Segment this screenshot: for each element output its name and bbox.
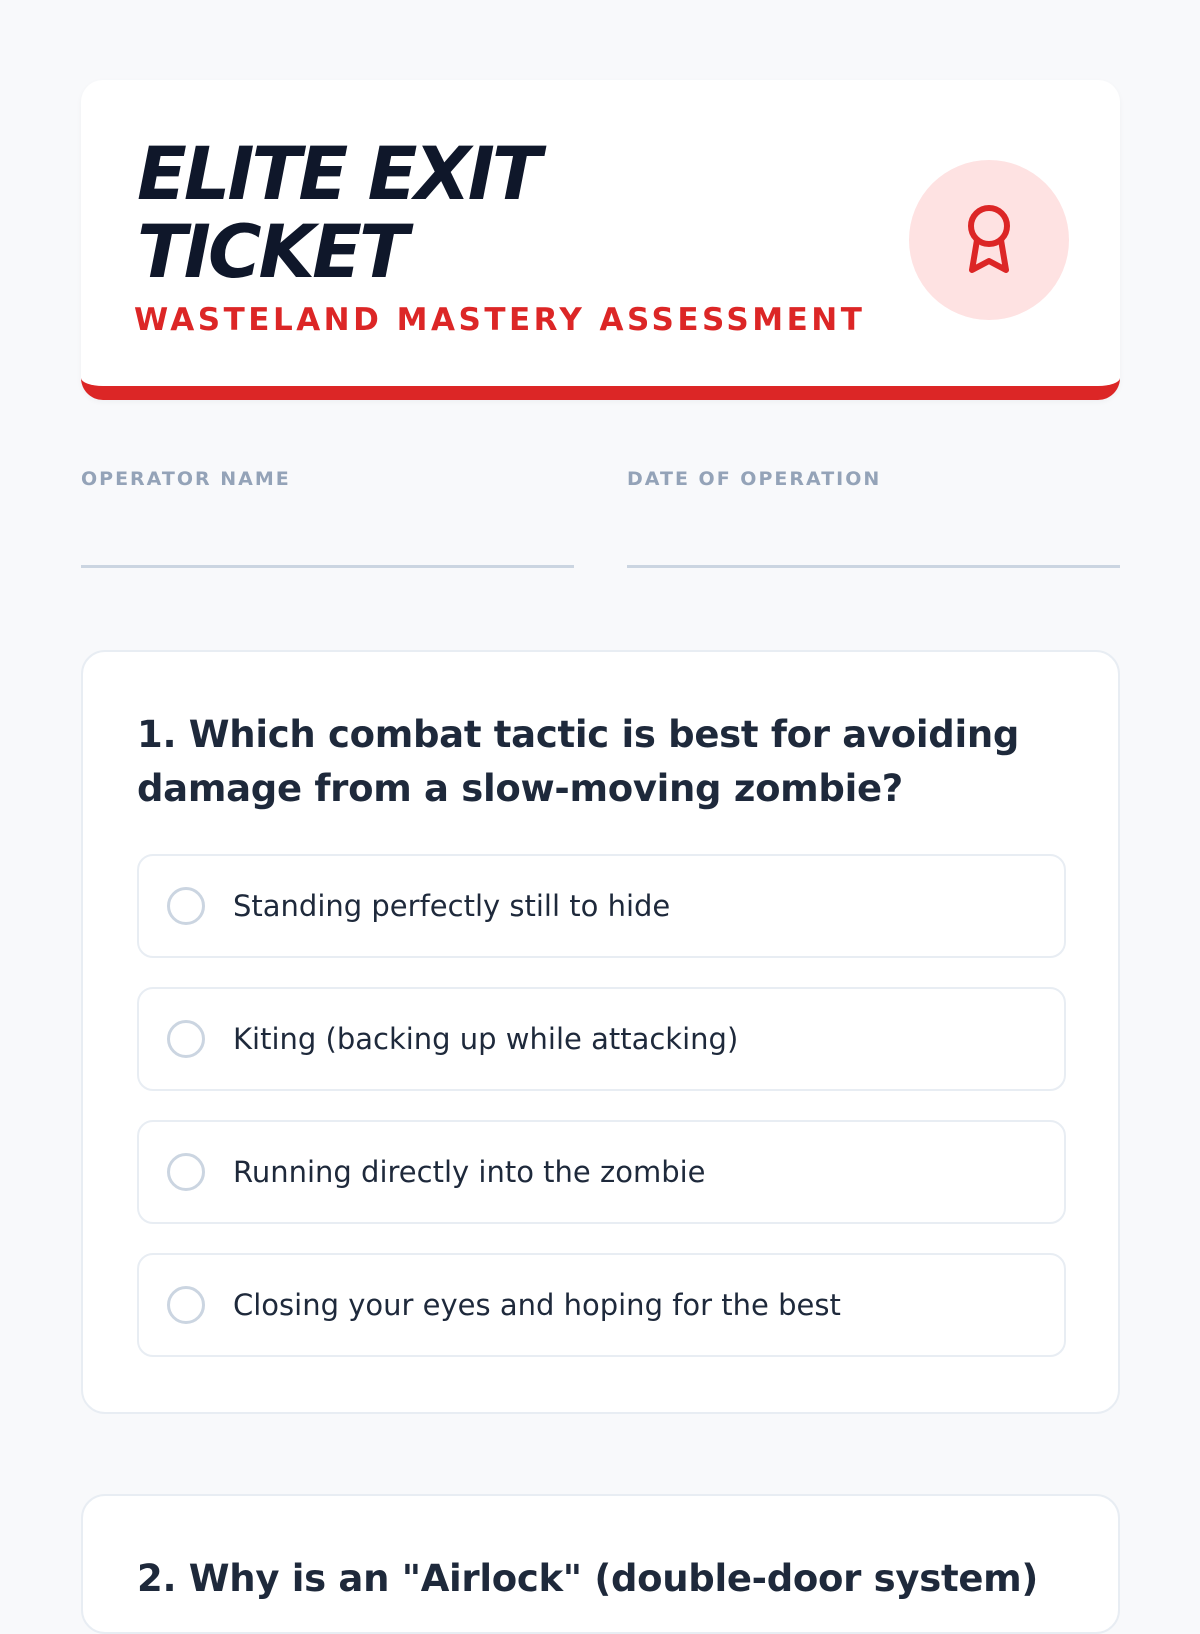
title-line-1: ELITE EXIT [137, 132, 539, 217]
radio-button[interactable] [167, 887, 205, 925]
title-line-2: TICKET [137, 210, 406, 295]
option-label: Closing your eyes and hoping for the best [233, 1288, 841, 1322]
page-subtitle: WASTELAND MASTERY ASSESSMENT [134, 302, 866, 338]
badge [909, 160, 1069, 320]
question-1-option-a[interactable] [137, 854, 1066, 958]
page-title [137, 132, 539, 295]
question-1-option-b[interactable] [137, 987, 1066, 1091]
radio-button[interactable] [167, 1020, 205, 1058]
question-1-text: 1. Which combat tactic is best for avoiding damage from a slow-moving zombie? [137, 713, 1020, 810]
question-2-text: 2. Why is an "Airlock" (double-door system) [137, 1557, 1038, 1600]
date-of-operation-input[interactable] [627, 520, 1120, 568]
question-card-1 [81, 650, 1120, 1414]
header-card [81, 80, 1120, 400]
radio-button[interactable] [167, 1286, 205, 1324]
award-ribbon-icon [961, 200, 1017, 280]
question-1-option-c[interactable] [137, 1120, 1066, 1224]
question-1-option-d[interactable] [137, 1253, 1066, 1357]
option-label: Standing perfectly still to hide [233, 889, 671, 923]
option-label: Running directly into the zombie [233, 1155, 706, 1189]
date-of-operation-label: DATE OF OPERATION [627, 468, 882, 490]
operator-name-label: OPERATOR NAME [81, 468, 291, 490]
radio-button[interactable] [167, 1153, 205, 1191]
question-card-2 [81, 1494, 1120, 1634]
operator-name-input[interactable] [81, 520, 574, 568]
option-label: Kiting (backing up while attacking) [233, 1022, 739, 1056]
